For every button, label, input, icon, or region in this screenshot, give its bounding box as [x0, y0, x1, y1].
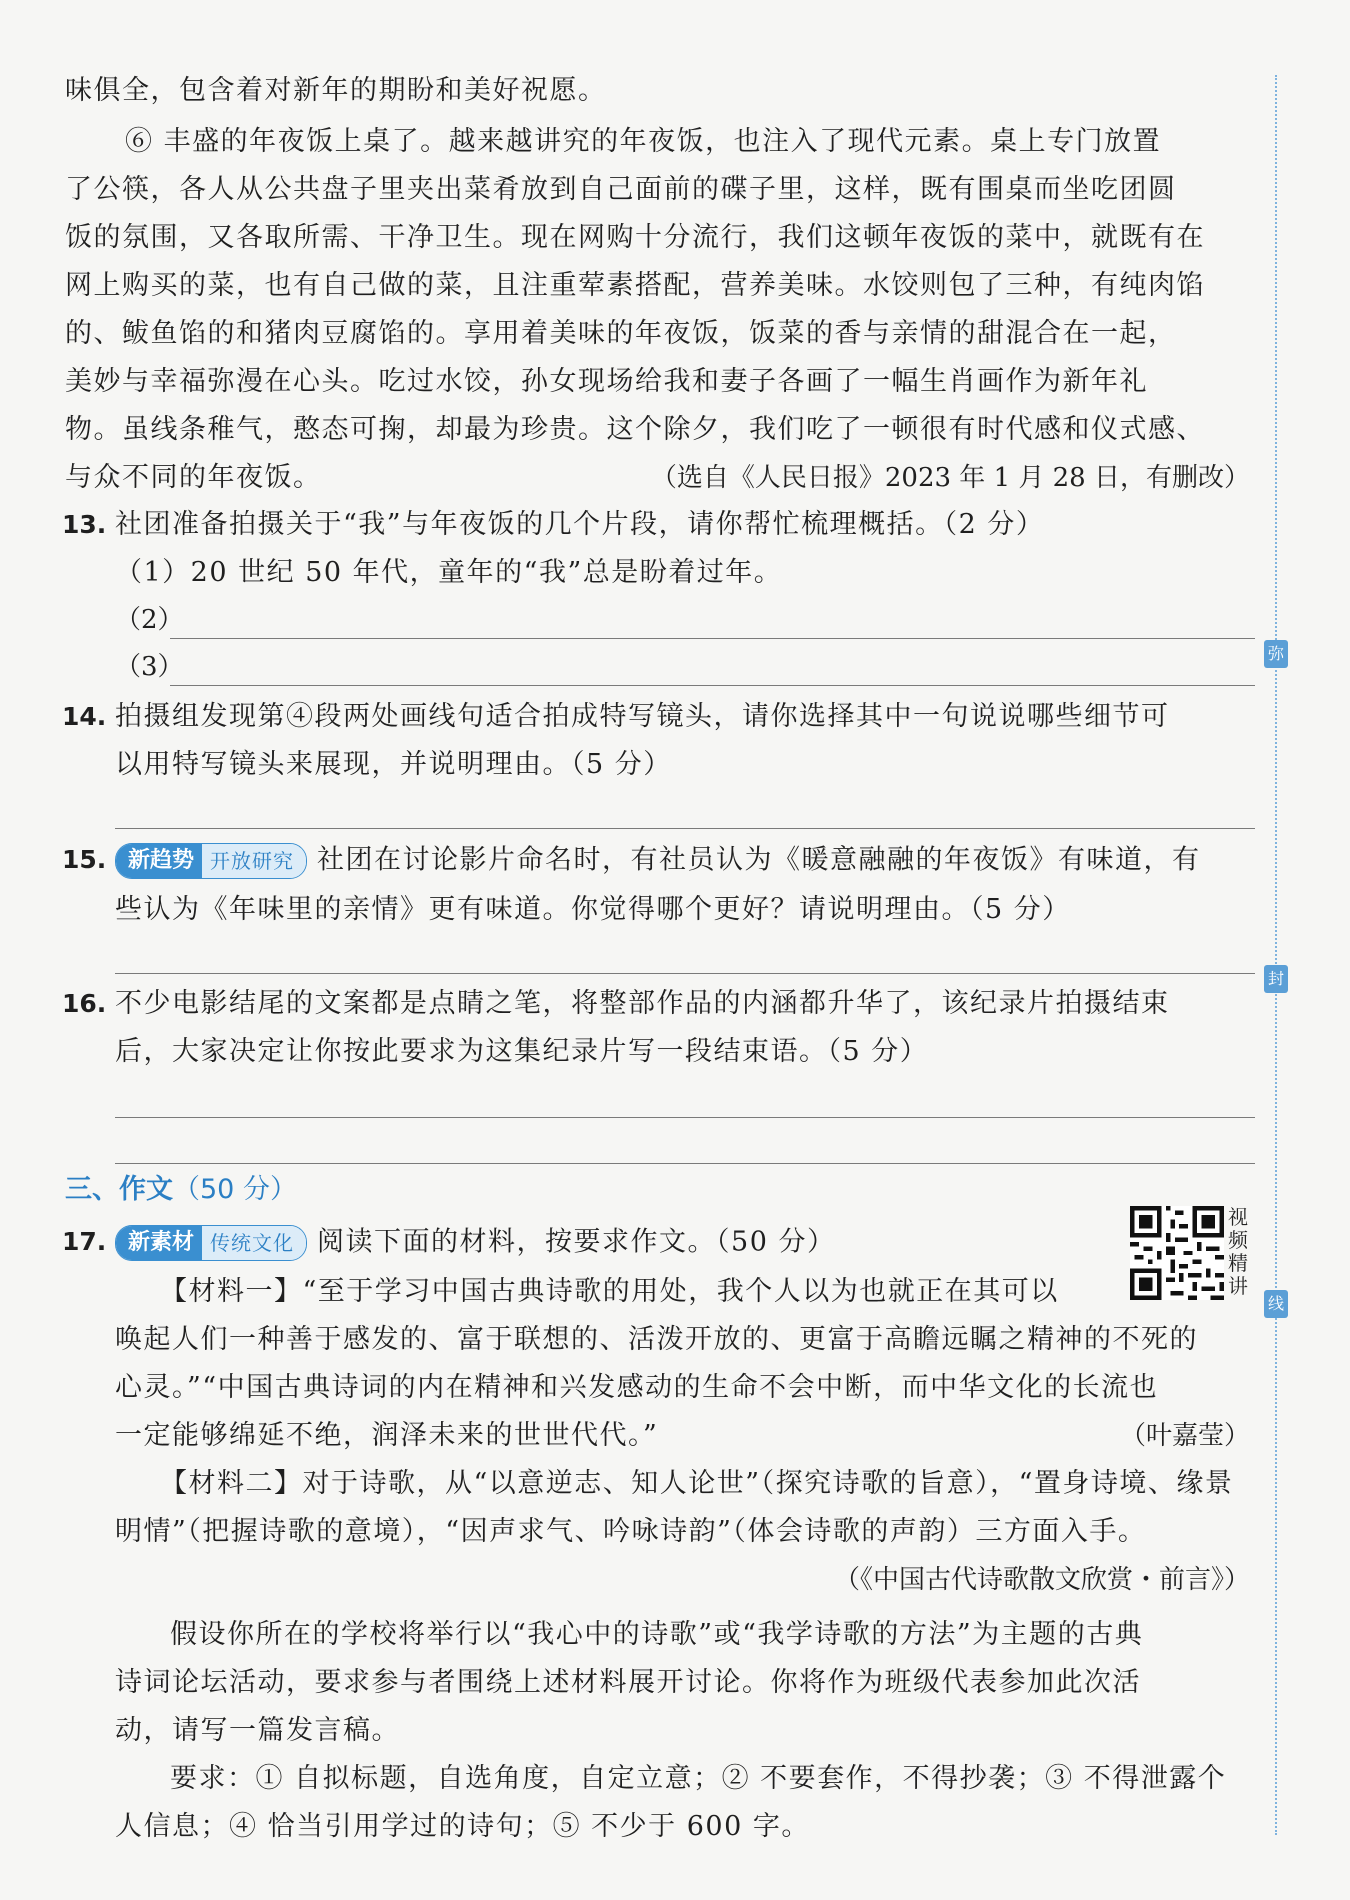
passage-source: （选自《人民日报》2023 年 1 月 28 日，有删改） [650, 463, 1250, 493]
requirement-line: 人信息；④ 恰当引用学过的诗句；⑤ 不少于 600 字。 [115, 1811, 810, 1842]
material-line: 明情”（把握诗歌的意境），“因声求气、吟咏诗韵”（体会诗歌的声韵）三方面入手。 [115, 1516, 1147, 1547]
question-text: 社团准备拍摄关于“我”与年夜饭的几个片段，请你帮忙梳理概括。（2 分） [115, 509, 1045, 540]
section-heading: 三、作文（50 分） [65, 1174, 297, 1205]
answer-label-2: （2） [115, 605, 184, 635]
binding-mark: 封 [1264, 965, 1288, 993]
requirement-line: 要求：① 自拟标题，自选角度，自定立意；② 不要套作，不得抄袭；③ 不得泄露个 [170, 1763, 1227, 1794]
material-line: 心灵。”“中国古典诗词的内在精神和兴发感动的生命不会中断，而中华文化的长流也 [115, 1372, 1159, 1403]
answer-input-line[interactable] [115, 1163, 1255, 1164]
passage-line: 与众不同的年夜饭。 [65, 462, 322, 493]
trend-tag: 新趋势 开放研究 [115, 843, 307, 879]
passage-line: 饭的氛围，又各取所需、干净卫生。现在网购十分流行，我们这顿年夜饭的菜中，就既有在 [65, 222, 1205, 253]
question-number: 17. [62, 1227, 107, 1256]
question-text: 些认为《年味里的亲情》更有味道。你觉得哪个更好？请说明理由。（5 分） [115, 894, 1071, 925]
question-number: 13. [62, 510, 107, 539]
passage-line: 的、鲅鱼馅的和猪肉豆腐馅的。享用着美味的年夜饭，饭菜的香与亲情的甜混合在一起， [65, 318, 1177, 349]
material-tag: 新素材 传统文化 [115, 1225, 307, 1261]
answer-input-line[interactable] [170, 685, 1255, 686]
answer-input-line[interactable] [115, 828, 1255, 829]
material-line: 唤起人们一种善于感发的、富于联想的、活泼开放的、更富于高瞻远瞩之精神的不死的 [115, 1324, 1198, 1355]
question-text: 拍摄组发现第④段两处画线句适合拍成特写镜头，请你选择其中一句说说哪些细节可 [115, 701, 1170, 732]
passage-line: ⑥ 丰盛的年夜饭上桌了。越来越讲究的年夜饭，也注入了现代元素。桌上专门放置 [125, 126, 1162, 157]
passage-line: 了公筷，各人从公共盘子里夹出菜肴放到自己面前的碟子里，这样，既有围桌而坐吃团圆 [65, 174, 1177, 205]
question-text: 新素材 传统文化 阅读下面的材料，按要求作文。（50 分） [115, 1225, 835, 1261]
task-line: 诗词论坛活动，要求参与者围绕上述材料展开讨论。你将作为班级代表参加此次活 [115, 1667, 1141, 1698]
question-text: 以用特写镜头来展现，并说明理由。（5 分） [115, 749, 672, 780]
passage-line: 物。虽线条稚气，憨态可掬，却最为珍贵。这个除夕，我们吃了一顿很有时代感和仪式感、 [65, 414, 1205, 445]
passage-line: 网上购买的菜，也有自己做的菜，且注重荤素搭配，营养美味。水饺则包了三种，有纯肉馅 [65, 270, 1205, 301]
answer-input-line[interactable] [115, 973, 1255, 974]
material-line: 【材料二】对于诗歌，从“以意逆志、知人论世”（探究诗歌的旨意），“置身诗境、缘景 [160, 1468, 1234, 1499]
task-line: 假设你所在的学校将举行以“我心中的诗歌”或“我学诗歌的方法”为主题的古典 [170, 1619, 1144, 1650]
task-line: 动，请写一篇发言稿。 [115, 1715, 400, 1746]
question-text: 后，大家决定让你按此要求为这集纪录片写一段结束语。（5 分） [115, 1036, 929, 1067]
answer-input-line[interactable] [115, 1117, 1255, 1118]
answer-label-3: （3） [115, 652, 184, 682]
material-source: （《中国古代诗歌散文欣赏・前言》） [833, 1565, 1250, 1595]
question-text: 新趋势 开放研究 社团在讨论影片命名时，有社员认为《暖意融融的年夜饭》有味道，有 [115, 843, 1201, 879]
passage-line: 美妙与幸福弥漫在心头。吃过水饺，孙女现场给我和妻子各画了一幅生肖画作为新年礼 [65, 366, 1148, 397]
material-author: （叶嘉莹） [1119, 1421, 1250, 1451]
question-number: 14. [62, 702, 107, 731]
question-number: 16. [62, 989, 107, 1018]
answer-line-1: （1）20 世纪 50 年代，童年的“我”总是盼着过年。 [115, 557, 783, 588]
binding-mark: 弥 [1264, 640, 1288, 668]
question-text: 不少电影结尾的文案都是点睛之笔，将整部作品的内涵都升华了，该纪录片拍摄结束 [115, 988, 1170, 1019]
binding-mark: 线 [1264, 1290, 1288, 1318]
qr-code-icon[interactable] [1130, 1206, 1224, 1300]
material-line: 一定能够绵延不绝，润泽未来的世世代代。” [115, 1420, 659, 1451]
binding-line [1275, 75, 1277, 1835]
qr-label: 视频精讲 [1228, 1205, 1248, 1298]
material-line: 【材料一】“至于学习中国古典诗歌的用处，我个人以为也就正在其可以 [160, 1276, 1059, 1307]
passage-line: 味俱全，包含着对新年的期盼和美好祝愿。 [65, 75, 607, 106]
answer-input-line[interactable] [170, 638, 1255, 639]
question-number: 15. [62, 845, 107, 874]
